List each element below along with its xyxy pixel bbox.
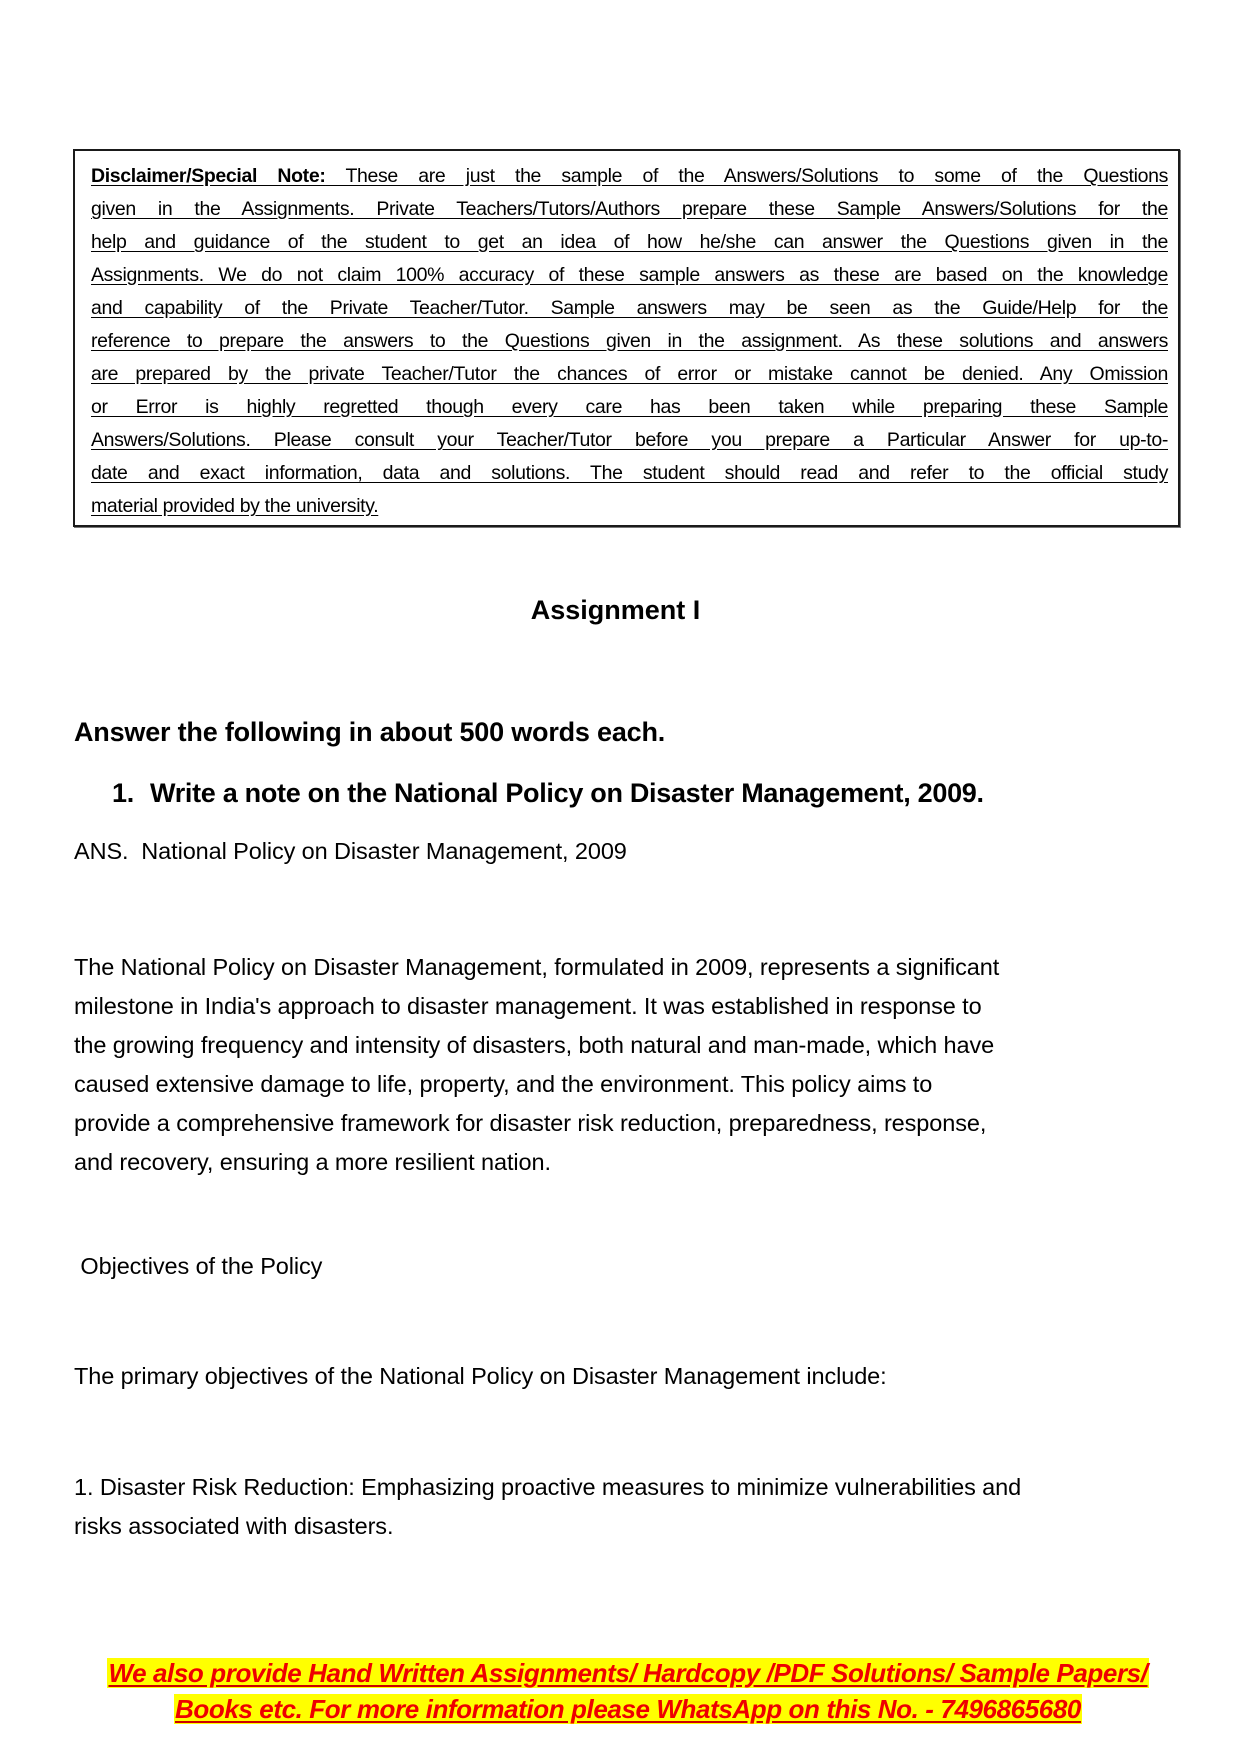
answer-heading: ANS. National Policy on Disaster Management, 2009 (74, 838, 627, 864)
disclaimer-line: and capability of the Private Teacher/Tutor. Sample answers may be seen as the Guide/Help for the (91, 297, 1168, 319)
objectives-intro: The primary objectives of the National Policy on Disaster Management include: (74, 1363, 887, 1389)
paragraph-line: milestone in India's approach to disaster management. It was established in response to (74, 993, 982, 1019)
paragraph-line: risks associated with disasters. (74, 1513, 394, 1539)
paragraph-line: The National Policy on Disaster Management, formulated in 2009, represents a significant (74, 954, 1000, 980)
disclaimer-line: help and guidance of the student to get an idea of how he/she can answer the Questions given in the (91, 231, 1168, 253)
footer-promo-line: Books etc. For more information please WhatsApp on this No. - 7496865680 (175, 1694, 1081, 1724)
question-text: Write a note on the National Policy on Disaster Management, 2009. (150, 778, 984, 808)
paragraph-line: and recovery, ensuring a more resilient nation. (74, 1149, 551, 1175)
footer-promo-line: We also provide Hand Written Assignments/ Hardcopy /PDF Solutions/ Sample Papers/ (108, 1658, 1148, 1688)
question-1 (112, 775, 984, 811)
disclaimer-line: Disclaimer/Special Note: These are just the sample of the Answers/Solutions to some of the Questions (91, 165, 1168, 187)
disclaimer-line: material provided by the university. (91, 495, 379, 517)
disclaimer-line: reference to prepare the answers to the Questions given in the assignment. As these solutions and answers (91, 330, 1168, 352)
paragraph-line: caused extensive damage to life, property, and the environment. This policy aims to (74, 1071, 933, 1097)
paragraph-line: 1. Disaster Risk Reduction: Emphasizing proactive measures to minimize vulnerabilities and (74, 1474, 1022, 1500)
disclaimer-line: given in the Assignments. Private Teachers/Tutors/Authors prepare these Sample Answers/Solutions for the (91, 198, 1168, 220)
assignment-title: Assignment I (530, 595, 701, 625)
paragraph-line: the growing frequency and intensity of disasters, both natural and man-made, which have (74, 1032, 995, 1058)
question-number: 1. (112, 778, 134, 808)
disclaimer-label: Disclaimer/Special Note: (91, 165, 326, 187)
paragraph-line: provide a comprehensive framework for disaster risk reduction, preparedness, response, (74, 1110, 987, 1136)
section-heading-objectives: Objectives of the Policy (74, 1253, 323, 1279)
disclaimer-line: Assignments. We do not claim 100% accuracy of these sample answers as these are based on the knowledge (91, 264, 1168, 286)
disclaimer-line: are prepared by the private Teacher/Tutor the chances of error or mistake cannot be denied. Any Omission (91, 363, 1168, 385)
disclaimer-line: or Error is highly regretted though every care has been taken while preparing these Sample (91, 396, 1168, 418)
disclaimer-line: Answers/Solutions. Please consult your Teacher/Tutor before you prepare a Particular Answer for up-to- (91, 429, 1168, 451)
instruction-heading: Answer the following in about 500 words each. (74, 717, 666, 747)
disclaimer-line: date and exact information, data and solutions. The student should read and refer to the official study (91, 462, 1168, 484)
